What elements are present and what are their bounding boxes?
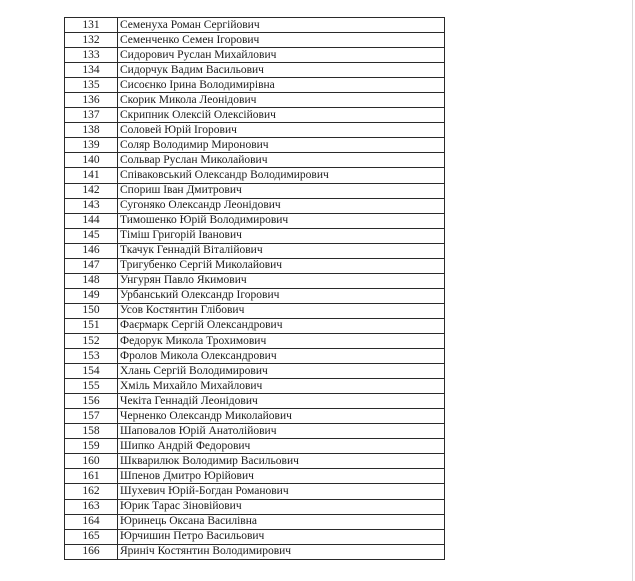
person-name: Фролов Микола Олександрович <box>118 349 445 364</box>
row-number: 144 <box>65 213 118 228</box>
row-number: 159 <box>65 439 118 454</box>
table-row <box>65 273 445 288</box>
person-name: Соляр Володимир Миронович <box>118 138 445 153</box>
table-row <box>65 514 445 529</box>
table-row <box>65 93 445 108</box>
row-number: 153 <box>65 349 118 364</box>
page-edge <box>632 0 633 581</box>
table-row <box>65 33 445 48</box>
table-row <box>65 333 445 348</box>
person-name: Усов Костянтин Глібович <box>118 303 445 318</box>
row-number: 151 <box>65 318 118 333</box>
row-number: 147 <box>65 258 118 273</box>
row-number: 157 <box>65 409 118 424</box>
person-name: Юрчишин Петро Васильович <box>118 529 445 544</box>
person-name: Шухевич Юрій-Богдан Романович <box>118 484 445 499</box>
table-row <box>65 153 445 168</box>
table-row <box>65 439 445 454</box>
row-number: 142 <box>65 183 118 198</box>
row-number: 165 <box>65 529 118 544</box>
person-name: Тимошенко Юрій Володимирович <box>118 213 445 228</box>
table-row <box>65 364 445 379</box>
person-name: Шипко Андрій Федорович <box>118 439 445 454</box>
table-row <box>65 288 445 303</box>
table-row <box>65 123 445 138</box>
person-name: Семенченко Семен Ігорович <box>118 33 445 48</box>
person-name: Семенуха Роман Сергійович <box>118 18 445 33</box>
row-number: 150 <box>65 303 118 318</box>
table-row <box>65 529 445 544</box>
person-name: Сидорчук Вадим Васильович <box>118 63 445 78</box>
person-name: Федорук Микола Трохимович <box>118 333 445 348</box>
person-name: Ткачук Геннадій Віталійович <box>118 243 445 258</box>
row-number: 139 <box>65 138 118 153</box>
row-number: 140 <box>65 153 118 168</box>
person-name: Тіміш Григорій Іванович <box>118 228 445 243</box>
table-row <box>65 409 445 424</box>
row-number: 143 <box>65 198 118 213</box>
person-name: Соловей Юрій Ігорович <box>118 123 445 138</box>
person-name: Чекіта Геннадій Леонідович <box>118 394 445 409</box>
table-row <box>65 469 445 484</box>
table-body <box>65 18 445 560</box>
table-row <box>65 228 445 243</box>
person-name: Хлань Сергій Володимирович <box>118 364 445 379</box>
person-name: Юрик Тарас Зіновійович <box>118 499 445 514</box>
person-name: Сугоняко Олександр Леонідович <box>118 198 445 213</box>
table-row <box>65 48 445 63</box>
person-name: Шпенов Дмитро Юрійович <box>118 469 445 484</box>
row-number: 148 <box>65 273 118 288</box>
table-row <box>65 18 445 33</box>
table-row <box>65 484 445 499</box>
table-row <box>65 499 445 514</box>
row-number: 132 <box>65 33 118 48</box>
table-row <box>65 303 445 318</box>
person-name: Юринець Оксана Василівна <box>118 514 445 529</box>
table-row <box>65 454 445 469</box>
row-number: 138 <box>65 123 118 138</box>
table-row <box>65 63 445 78</box>
row-number: 135 <box>65 78 118 93</box>
row-number: 155 <box>65 379 118 394</box>
person-name: Хміль Михайло Михайлович <box>118 379 445 394</box>
row-number: 145 <box>65 228 118 243</box>
person-name: Сольвар Руслан Миколайович <box>118 153 445 168</box>
table-row <box>65 183 445 198</box>
row-number: 141 <box>65 168 118 183</box>
table-row <box>65 349 445 364</box>
person-name: Черненко Олександр Миколайович <box>118 409 445 424</box>
table-row <box>65 424 445 439</box>
table-row <box>65 243 445 258</box>
table-row <box>65 544 445 559</box>
row-number: 152 <box>65 333 118 348</box>
row-number: 136 <box>65 93 118 108</box>
person-name: Яриніч Костянтин Володимирович <box>118 544 445 559</box>
table-row <box>65 78 445 93</box>
person-name: Тригубенко Сергій Миколайович <box>118 258 445 273</box>
table-row <box>65 138 445 153</box>
row-number: 160 <box>65 454 118 469</box>
row-number: 166 <box>65 544 118 559</box>
person-name: Сидорович Руслан Михайлович <box>118 48 445 63</box>
table-row <box>65 394 445 409</box>
person-name: Спориш Іван Дмитрович <box>118 183 445 198</box>
row-number: 156 <box>65 394 118 409</box>
row-number: 162 <box>65 484 118 499</box>
deputies-table <box>64 17 445 560</box>
row-number: 131 <box>65 18 118 33</box>
row-number: 163 <box>65 499 118 514</box>
row-number: 134 <box>65 63 118 78</box>
row-number: 133 <box>65 48 118 63</box>
person-name: Скорик Микола Леонідович <box>118 93 445 108</box>
person-name: Скрипник Олексій Олексійович <box>118 108 445 123</box>
person-name: Унгурян Павло Якимович <box>118 273 445 288</box>
row-number: 158 <box>65 424 118 439</box>
table-row <box>65 108 445 123</box>
table-row <box>65 258 445 273</box>
row-number: 154 <box>65 364 118 379</box>
row-number: 149 <box>65 288 118 303</box>
table-row <box>65 198 445 213</box>
table-row <box>65 213 445 228</box>
row-number: 137 <box>65 108 118 123</box>
row-number: 146 <box>65 243 118 258</box>
person-name: Співаковський Олександр Володимирович <box>118 168 445 183</box>
row-number: 161 <box>65 469 118 484</box>
row-number: 164 <box>65 514 118 529</box>
table-row <box>65 168 445 183</box>
table-row <box>65 318 445 333</box>
person-name: Шкварилюк Володимир Васильович <box>118 454 445 469</box>
person-name: Сисоєнко Ірина Володимирівна <box>118 78 445 93</box>
person-name: Урбанський Олександр Ігорович <box>118 288 445 303</box>
table-row <box>65 379 445 394</box>
person-name: Шаповалов Юрій Анатолійович <box>118 424 445 439</box>
person-name: Фаєрмарк Сергій Олександрович <box>118 318 445 333</box>
